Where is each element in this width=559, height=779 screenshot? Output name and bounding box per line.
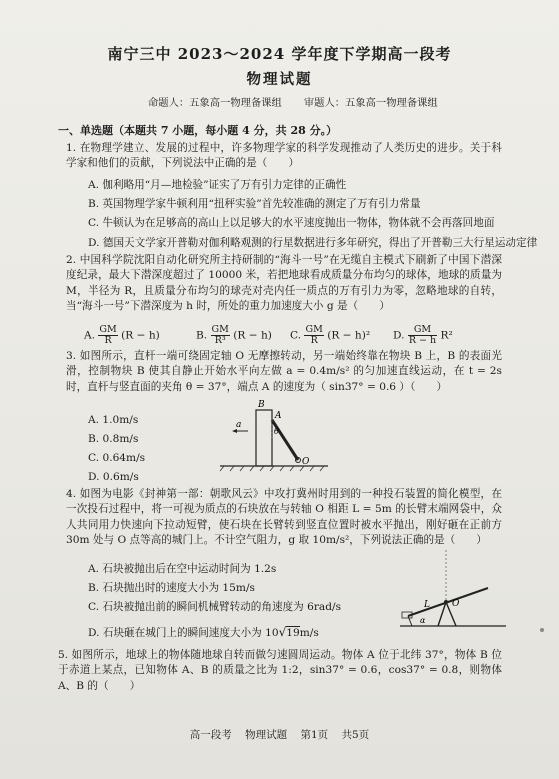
q3-option-d: D. 0.6m/s [88, 471, 139, 483]
q4-stem: 4. 如图为电影《封神第一部：朝歌风云》中攻打冀州时用到的一种投石装置的简化模型，在一次投石过程中，将一可视为质点的石块放在与转轴 O 相距 L = 5m 的长臂末端网袋中，众人共同用力快速向下拉动短臂，使石块在长臂转到竖直位置时被水平抛出，刚好砸在正前方 30m 处与 O 点等高的城门上。不计空气阻力，g 取 10m/s²，下列说法正确的是（ ） [66, 488, 502, 547]
q4-option-d: D. 石块砸在城门上的瞬间速度大小为 10√19m/s [88, 625, 319, 639]
q3-option-b: B. 0.8m/s [88, 433, 139, 445]
q3-label-theta: θ [274, 427, 279, 436]
scan-dot [540, 628, 544, 632]
q3-option-a: A. 1.0m/s [88, 414, 139, 426]
q4-figure [400, 548, 510, 633]
q4-option-a: A. 石块被抛出后在空中运动时间为 1.2s [88, 563, 277, 575]
exam-subtitle: 物理试题 [246, 71, 313, 88]
q5-stem: 5. 如图所示，地球上的物体随地球自转而做匀速圆周运动。物体 A 位于北纬 37°，物体 B 位于赤道上某点，已知物体 A、B 的质量之比为 1:2，sin37° = 0.6，cos37° = 0.8，则物体 A、B 的（ ） [58, 649, 502, 692]
q4-option-c: C. 石块被抛出前的瞬间机械臂转动的角速度为 6rad/s [88, 601, 342, 613]
q1-option-b: B. 英国物理学家牛顿利用“扭秤实验”首先较准确的测定了万有引力常量 [88, 198, 421, 210]
q1-option-a: A. 伽利略用“月—地检验”证实了万有引力定律的正确性 [88, 179, 347, 191]
author: 命题人：五象高一物理备课组 [148, 97, 282, 109]
q1-option-d: D. 德国天文学家开普勒对伽利略观测的行星数据进行多年研究，得出了开普勒三大行星运动定律 [88, 237, 538, 249]
q2-option-d: D. $\frac{GM}{R - h}$ R² [393, 324, 453, 346]
q2-stem: 2. 中国科学院沈阳自动化研究所主持研制的“海斗一号”在无缆自主模式下刷新了中国下潜深度纪录，最大下潜深度超过了 10000 米，若把地球看成质量分布均匀的球体，地球的质量为 M，半径为 R，且质量分布均匀的球壳对壳内任一质点的万有引力为零，忽略地球的自转，当“海斗一号”下潜深度为 h 时，所处的重力加速度大小 g 是（ ） [66, 254, 502, 313]
q4-option-b: B. 石块抛出时的速度大小为 15m/s [88, 582, 255, 594]
q1-stem: 1. 在物理学建立、发展的过程中，许多物理学家的科学发现推动了人类历史的进步。关于科学家和他们的贡献，下列说法中正确的是（ ） [66, 142, 502, 170]
q3-figure [220, 398, 330, 473]
q3-label-a: a [236, 420, 242, 430]
q2-option-a: A. $\frac{GM}{R}$ (R − h) [84, 324, 160, 346]
reviewer: 审题人：五象高一物理备课组 [303, 97, 438, 109]
section-title: 一、单选题（本题共 7 小题，每小题 4 分，共 28 分。） [58, 124, 338, 137]
q1-option-c: C. 牛顿认为在足够高的高山上以足够大的水平速度抛出一物体，物体就不会再落回地面 [88, 217, 495, 229]
q2-option-c: C. $\frac{GM}{R}$ (R − h)² [290, 324, 371, 346]
footer-total: 共5页 [341, 729, 370, 741]
q3-label-o: O [302, 457, 310, 467]
q4-label-o: O [452, 599, 460, 609]
q3-option-c: C. 0.64m/s [88, 452, 146, 464]
authors-line [148, 96, 460, 111]
q4-label-l: L [424, 600, 430, 610]
q3-stem: 3. 如图所示，直杆一端可绕固定轴 O 无摩擦转动，另一端始终靠在物块 B 上，B 的表面光滑，控制物块 B 使其自静止开始水平向左做 a = 0.4m/s² 的匀加速直线运动，在 t = 2s 时，直杆与竖直面的夹角 θ = 37°，端点 A 的速度为（ sin37° = 0.6 ）（ ） [66, 350, 502, 393]
page-footer [0, 728, 559, 743]
q3-label-a-point: A [275, 411, 282, 421]
exam-title: 南宁三中 2023～2024 学年度下学期高一段考 [107, 45, 452, 63]
footer-subject: 物理试题 [245, 729, 288, 741]
footer-exam: 高一段考 [189, 729, 232, 741]
q3-label-b: B [258, 400, 265, 410]
footer-page: 第1页 [300, 729, 329, 741]
q4-label-alpha: α [420, 616, 426, 625]
q2-option-b: B. $\frac{GM}{\text{R³}}$ (R − h) [196, 324, 272, 346]
